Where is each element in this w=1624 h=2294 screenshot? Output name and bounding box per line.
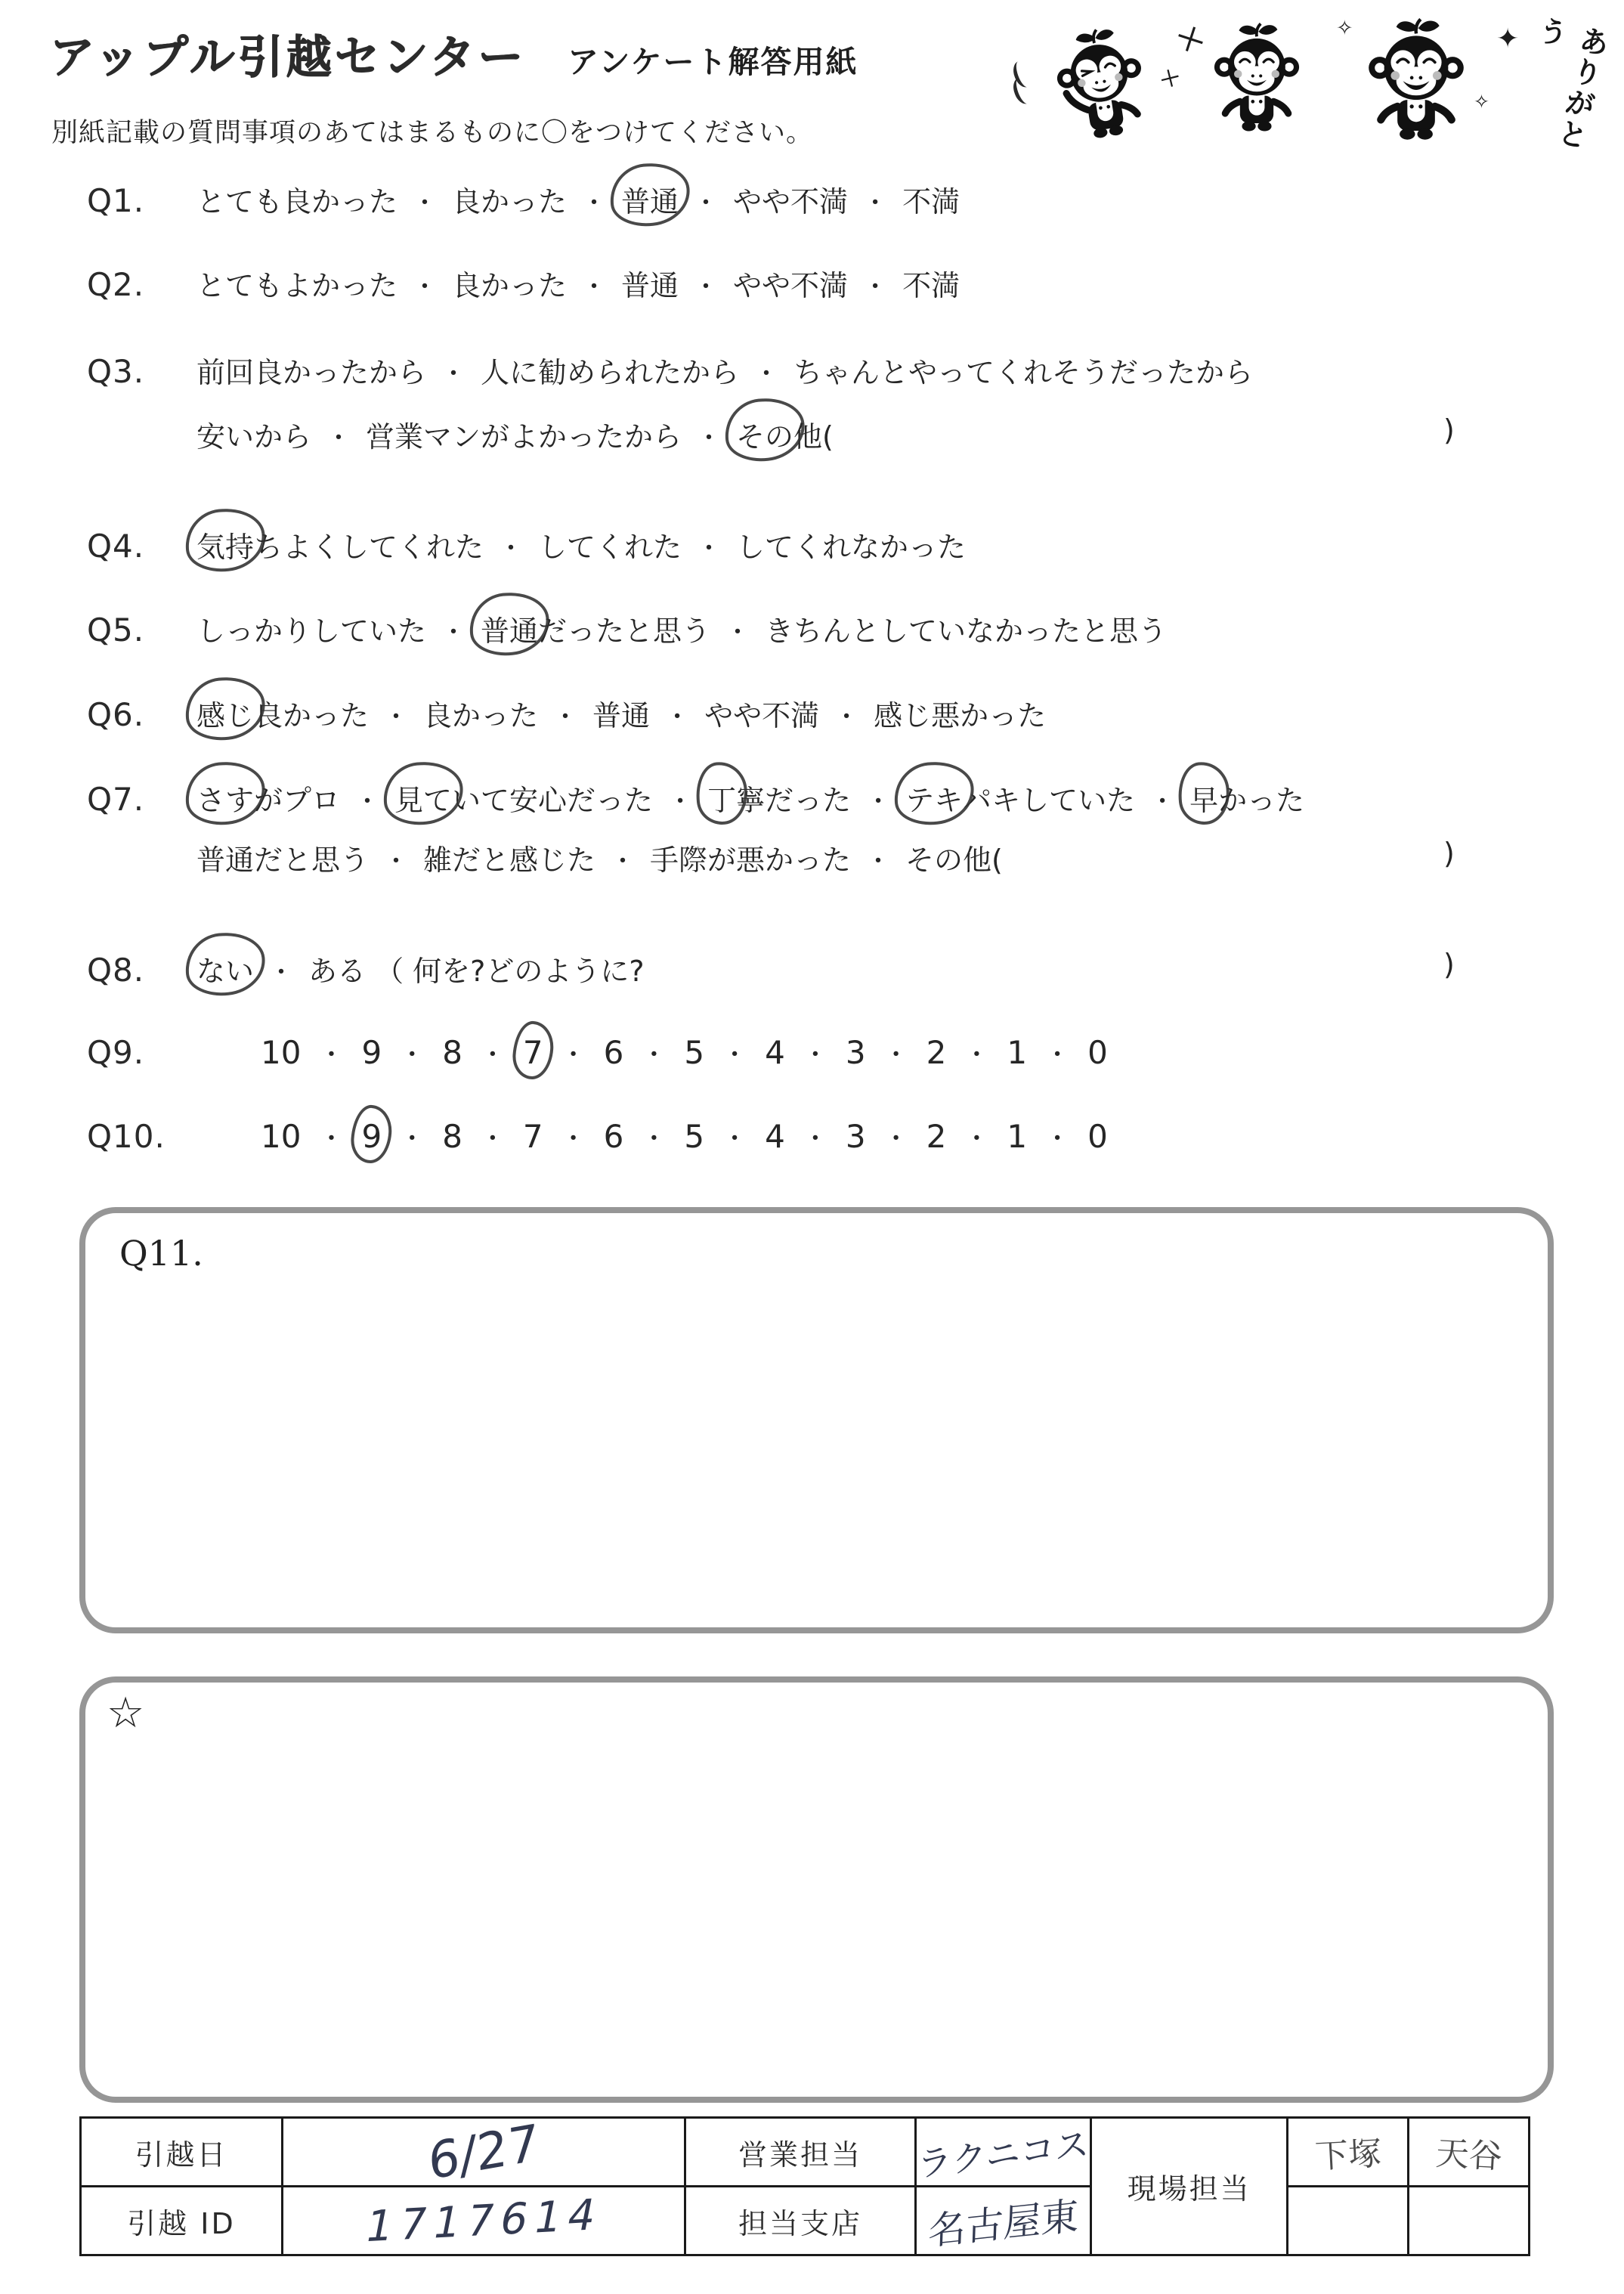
option-text: 手際が悪かった — [650, 844, 852, 877]
answer-option — [196, 608, 426, 649]
option-text: きちんとしていなかったと思う — [765, 615, 1168, 648]
option-text: いて安心だった — [452, 784, 654, 817]
circled-answer-mark: 9 — [361, 1118, 382, 1155]
option-text: 7 — [522, 1118, 543, 1155]
option-separator: ・ — [498, 534, 524, 564]
answer-option — [196, 524, 484, 565]
circled-answer-mark: 普通 — [621, 178, 679, 220]
option-separator: ・ — [883, 1040, 909, 1070]
option-text: 10 — [261, 1034, 302, 1071]
site-crew-signature-cell-3 — [1288, 2187, 1409, 2255]
option-text: 3 — [845, 1034, 866, 1071]
option-text: 0 — [1087, 1034, 1108, 1071]
option-separator: ・ — [268, 958, 295, 988]
move-id-value: 1717614 — [360, 2189, 607, 2252]
option-separator: ・ — [865, 847, 892, 877]
option-separator: ・ — [753, 359, 780, 389]
answer-option — [196, 837, 369, 878]
option-text: 2 — [926, 1034, 947, 1071]
option-text: 不満 — [902, 185, 960, 218]
option-separator: ・ — [862, 188, 889, 218]
option-text: 9 — [361, 1034, 382, 1071]
option-separator: ・ — [610, 847, 636, 877]
option-text: 10 — [261, 1118, 302, 1155]
question-q3-row-2 — [87, 413, 1591, 455]
option-text: 6 — [603, 1118, 624, 1155]
option-text: 0 — [1087, 1118, 1108, 1155]
answer-option — [1007, 1034, 1027, 1071]
question-label: Q5. — [87, 611, 145, 649]
answer-option — [361, 1118, 382, 1155]
question-q5-row-1 — [87, 608, 1591, 649]
option-separator: ・ — [354, 787, 381, 817]
answer-option — [261, 1118, 301, 1155]
option-separator: ・ — [693, 188, 719, 218]
sparkle-icon: ✦ — [1496, 23, 1520, 54]
circled-answer-mark: テキ — [905, 777, 963, 819]
answer-option — [765, 608, 1167, 649]
option-separator: ・ — [552, 702, 579, 732]
circled-answer-mark: その — [736, 413, 793, 455]
option-separator: ・ — [641, 1124, 667, 1154]
move-date-label: 引越日 — [81, 2118, 283, 2187]
option-text: 人に勧められたから — [481, 356, 740, 389]
option-separator: ・ — [383, 847, 410, 877]
question-label: Q9. — [87, 1034, 145, 1071]
motion-lines-icon — [1014, 60, 1032, 94]
answer-option — [926, 1034, 947, 1071]
question-label: Q7. — [87, 781, 145, 818]
option-separator: ・ — [964, 1124, 990, 1154]
option-text: その他( — [905, 844, 1003, 877]
answer-options — [196, 413, 834, 455]
question-label: Q1. — [87, 182, 145, 219]
option-separator: ・ — [383, 702, 410, 732]
answer-options — [196, 524, 966, 565]
site-crew-signature-cell-1 — [1288, 2118, 1409, 2187]
option-text: 寧だった — [736, 784, 852, 817]
option-text: ある （ 何を?どのように? — [308, 955, 645, 988]
move-date-value: 6/27 — [427, 2113, 540, 2191]
answer-option — [196, 178, 397, 220]
sheet-subtitle: アンケート解答用紙 — [568, 44, 858, 80]
option-separator: ・ — [399, 1124, 425, 1154]
answer-option — [394, 777, 653, 819]
option-separator: ・ — [802, 1124, 828, 1154]
answer-option — [196, 413, 311, 455]
q11-label: Q11. — [119, 1233, 203, 1274]
option-text: 8 — [442, 1034, 462, 1071]
site-crew-signature-2: 天谷 — [1434, 2134, 1503, 2177]
star-comment-box — [79, 1676, 1554, 2103]
circled-answer-mark: 見て — [394, 777, 452, 819]
answer-option — [196, 349, 426, 391]
circled-answer-mark: 早 — [1189, 777, 1218, 819]
answer-option — [704, 692, 819, 734]
option-text: 営業マンがよかったから — [366, 420, 682, 454]
option-text: しっかりしていた — [196, 615, 427, 648]
option-text: 安いから — [196, 420, 312, 454]
thanks-text: ありがとう — [1530, 12, 1613, 154]
answer-option — [452, 178, 567, 220]
question-q9-row-1 — [87, 1034, 1591, 1071]
answer-option — [733, 262, 848, 304]
option-separator: ・ — [479, 1124, 506, 1154]
answer-option — [592, 692, 650, 734]
option-separator: ・ — [581, 272, 608, 302]
q11-comment-box — [79, 1207, 1554, 1633]
answer-option — [846, 1034, 866, 1071]
question-label: Q4. — [87, 528, 145, 565]
option-text: とてもよかった — [196, 269, 398, 302]
option-separator: ・ — [862, 272, 889, 302]
circled-answer-mark: 気持 — [196, 524, 254, 565]
close-paren: ) — [1443, 948, 1455, 981]
answer-option — [621, 262, 679, 304]
option-separator: ・ — [964, 1040, 990, 1070]
option-separator: ・ — [1149, 787, 1176, 817]
question-q1-row-1 — [87, 178, 1591, 220]
answer-option — [481, 349, 739, 391]
answer-option — [765, 1034, 785, 1071]
option-text: 良かった — [423, 699, 539, 732]
mascot-monkey-icon — [1200, 23, 1313, 136]
answer-option — [902, 262, 960, 304]
answer-option — [452, 262, 567, 304]
question-q4-row-1 — [87, 524, 1591, 565]
option-text: 普通だと思う — [196, 844, 370, 877]
answer-option — [736, 413, 834, 455]
footer-row-1 — [81, 2118, 1530, 2187]
answer-options — [196, 178, 960, 220]
option-separator: ・ — [1044, 1124, 1071, 1154]
option-separator: ・ — [865, 787, 892, 817]
option-text: 2 — [926, 1118, 947, 1155]
circled-answer-mark: 丁 — [707, 777, 736, 819]
branch-label: 担当支店 — [685, 2187, 916, 2255]
option-separator: ・ — [883, 1124, 909, 1154]
site-crew-signature-1: 下塚 — [1313, 2134, 1383, 2177]
answer-option — [361, 1034, 382, 1071]
circled-answer-mark: ない — [196, 948, 254, 989]
circled-answer-mark: 7 — [522, 1034, 543, 1071]
answer-options — [196, 948, 645, 989]
option-text: 感じ悪かった — [874, 699, 1047, 732]
option-text: 良かった — [254, 699, 370, 732]
mascot-monkey-icon — [1036, 20, 1166, 150]
option-text: 6 — [603, 1034, 624, 1071]
option-text: 1 — [1007, 1034, 1028, 1071]
option-text: とても良かった — [196, 185, 398, 218]
circled-answer-mark: 普通 — [481, 608, 538, 649]
answer-options — [196, 692, 1046, 734]
option-separator: ・ — [722, 1124, 748, 1154]
answer-option — [604, 1118, 624, 1155]
answer-option — [846, 1118, 866, 1155]
sales-rep-cell — [916, 2118, 1091, 2187]
option-text: 3 — [845, 1118, 866, 1155]
answer-option — [902, 178, 960, 220]
circled-answer-mark: 感じ — [196, 692, 254, 734]
header — [49, 21, 858, 86]
option-separator: ・ — [664, 702, 691, 732]
answer-option — [736, 524, 966, 565]
answer-option — [1087, 1034, 1108, 1071]
footer-row-2 — [81, 2187, 1530, 2255]
question-q10-row-1 — [87, 1118, 1591, 1155]
option-text: パキしていた — [963, 784, 1136, 817]
answer-option — [523, 1118, 543, 1155]
option-text: してくれた — [538, 531, 682, 564]
option-separator: ・ — [667, 787, 694, 817]
question-q6-row-1 — [87, 692, 1591, 734]
option-text: 普通 — [621, 269, 679, 302]
answer-option — [874, 692, 1046, 734]
option-separator: ・ — [802, 1040, 828, 1070]
answer-option — [196, 948, 254, 989]
question-q8-row-1 — [87, 948, 1591, 989]
answer-options — [196, 608, 1167, 649]
option-text: 4 — [765, 1034, 785, 1071]
answer-option — [1007, 1118, 1027, 1155]
option-separator: ・ — [318, 1040, 345, 1070]
answer-options — [196, 777, 1304, 819]
answer-option — [442, 1118, 462, 1155]
question-label: Q3. — [87, 353, 145, 390]
answer-option — [765, 1118, 785, 1155]
option-separator: ・ — [693, 272, 719, 302]
option-separator: ・ — [696, 423, 722, 454]
option-separator: ・ — [722, 1040, 748, 1070]
answer-option — [793, 349, 1253, 391]
option-text: 良かった — [452, 185, 568, 218]
answer-options — [196, 262, 960, 304]
option-text: やや不満 — [733, 269, 849, 302]
option-separator: ・ — [326, 423, 352, 454]
answer-options — [196, 837, 1003, 878]
option-text: かった — [1218, 784, 1305, 817]
option-separator: ・ — [725, 618, 751, 648]
branch-value: 名古屋東 — [926, 2193, 1079, 2254]
option-separator: ・ — [641, 1040, 667, 1070]
answer-option — [366, 413, 682, 455]
option-text: ちよくしてくれた — [254, 531, 484, 564]
answer-option — [538, 524, 682, 565]
answer-option — [621, 178, 679, 220]
option-separator: ・ — [560, 1124, 586, 1154]
answer-option — [905, 777, 1135, 819]
question-label: Q10. — [87, 1118, 165, 1155]
option-text: やや不満 — [704, 699, 820, 732]
answer-option — [1189, 777, 1304, 819]
answer-option — [684, 1118, 704, 1155]
option-text: 5 — [684, 1034, 705, 1071]
answer-option — [261, 1034, 301, 1071]
site-crew-signature-cell-4 — [1409, 2187, 1530, 2255]
move-id-label: 引越 ID — [81, 2187, 283, 2255]
mascot-monkey-icon — [1351, 18, 1481, 145]
answer-option — [707, 777, 851, 819]
answer-option — [905, 837, 1003, 878]
branch-cell — [916, 2187, 1091, 2255]
question-label: Q2. — [87, 266, 145, 303]
close-paren: ) — [1443, 413, 1455, 447]
option-separator: ・ — [412, 272, 438, 302]
option-text: ちゃんとやってくれそうだったから — [793, 356, 1254, 389]
answer-option — [442, 1034, 462, 1071]
instruction-text: 別紙記載の質問事項のあてはまるものに〇をつけてください。 — [51, 118, 814, 148]
option-text: 雑だと感じた — [423, 844, 596, 877]
option-text: 普通 — [592, 699, 651, 732]
option-text: 4 — [765, 1118, 785, 1155]
question-label: Q6. — [87, 696, 145, 733]
option-separator: ・ — [479, 1040, 506, 1070]
star-icon: ☆ — [107, 1689, 145, 1738]
answer-options — [196, 1118, 1108, 1155]
option-separator: ・ — [560, 1040, 586, 1070]
option-separator: ・ — [441, 359, 467, 389]
answer-option — [926, 1118, 947, 1155]
answer-option — [650, 837, 851, 878]
option-separator: ・ — [581, 188, 608, 218]
question-q7-row-1 — [87, 777, 1591, 819]
option-text: 8 — [442, 1118, 462, 1155]
question-q7-row-2 — [87, 837, 1591, 878]
answer-option — [684, 1034, 704, 1071]
move-id-cell — [283, 2187, 685, 2255]
option-text: してくれなかった — [736, 531, 967, 564]
sales-rep-value: ラクニコス — [917, 2122, 1090, 2186]
option-separator: ・ — [399, 1040, 425, 1070]
option-separator: ・ — [696, 534, 722, 564]
option-separator: ・ — [441, 618, 467, 648]
option-text: がプロ — [254, 784, 341, 817]
option-text: 良かった — [452, 269, 568, 302]
site-crew-signature-cell-2 — [1409, 2118, 1530, 2187]
sparkle-icon: ✧ — [1474, 91, 1489, 113]
sparkle-icon: ＋ — [1156, 63, 1184, 94]
option-text: 5 — [684, 1118, 705, 1155]
option-text: 他( — [793, 420, 834, 454]
sparkle-icon: ＋ — [1169, 17, 1211, 63]
option-text: やや不満 — [733, 185, 849, 218]
option-text: だったと思う — [538, 615, 711, 648]
option-separator: ・ — [318, 1124, 345, 1154]
answer-options — [196, 1034, 1108, 1071]
answer-option — [308, 948, 645, 989]
answer-option — [196, 692, 369, 734]
answer-option — [196, 262, 397, 304]
answer-option — [1087, 1118, 1108, 1155]
answer-option — [604, 1034, 624, 1071]
mascot-group — [1013, 12, 1617, 156]
answer-option — [196, 777, 340, 819]
question-label: Q8. — [87, 952, 145, 989]
answer-option — [733, 178, 848, 220]
sparkle-icon: ✧ — [1336, 17, 1353, 40]
answer-option — [481, 608, 710, 649]
answer-option — [423, 837, 595, 878]
option-separator: ・ — [412, 188, 438, 218]
option-text: 前回良かったから — [196, 356, 427, 389]
footer-table — [79, 2113, 1530, 2256]
site-crew-label: 現場担当 — [1091, 2118, 1288, 2255]
close-paren: ) — [1443, 837, 1455, 870]
option-separator: ・ — [834, 702, 860, 732]
question-q3-row-1 — [87, 349, 1591, 391]
move-date-cell — [283, 2113, 685, 2191]
answer-options — [196, 349, 1253, 391]
answer-option — [423, 692, 538, 734]
option-text: 不満 — [902, 269, 960, 302]
circled-answer-mark: さす — [196, 777, 254, 819]
answer-option — [523, 1034, 543, 1071]
sales-rep-label: 営業担当 — [685, 2118, 916, 2187]
question-q2-row-1 — [87, 262, 1591, 304]
company-title: アップル引越センター — [49, 31, 526, 84]
option-separator: ・ — [1044, 1040, 1071, 1070]
option-text: 1 — [1007, 1118, 1028, 1155]
